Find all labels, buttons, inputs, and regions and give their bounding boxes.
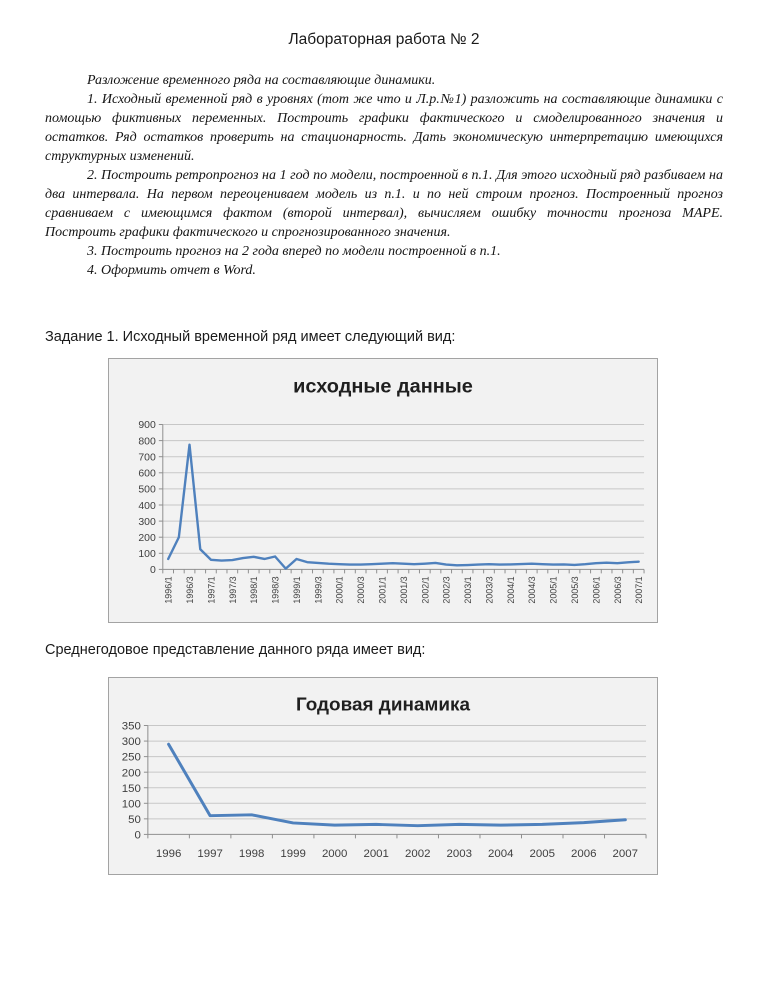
y-tick-label: 150 bbox=[121, 782, 141, 795]
x-tick-label: 1997/1 bbox=[206, 576, 217, 604]
x-tick-label: 2002/3 bbox=[441, 576, 452, 604]
x-tick-label: 1996/3 bbox=[185, 576, 196, 604]
x-tick-label: 2005 bbox=[529, 848, 555, 861]
chart-title: Годовая динамика bbox=[295, 693, 471, 715]
x-tick-label: 2003/1 bbox=[463, 576, 474, 604]
y-tick-label: 350 bbox=[121, 720, 141, 733]
y-tick-label: 300 bbox=[121, 736, 141, 749]
initial-data-chart bbox=[109, 359, 657, 622]
x-tick-label: 1998/1 bbox=[249, 576, 260, 604]
description-item-1: 1. Исходный временной ряд в уровнях (тот же что и Л.р.№1) разложить на составляющие динамики с помощью фиктивных переменных. Построить графики фактического и смоделированного значения и остатков. Ряд остатков проверить на стационарность. Дать экономическую интерпретацию имеющихся структурных изменений. bbox=[45, 92, 723, 164]
x-tick-label: 2000/3 bbox=[356, 576, 367, 604]
description-intro: Разложение временного ряда на составляющие динамики. bbox=[87, 73, 436, 88]
chart-title: исходные данные bbox=[293, 375, 473, 398]
y-tick-label: 100 bbox=[121, 798, 141, 811]
x-tick-label: 2003 bbox=[446, 848, 472, 861]
x-tick-label: 2007 bbox=[612, 848, 639, 861]
x-tick-label: 2004/1 bbox=[505, 576, 516, 604]
x-tick-label: 2006 bbox=[571, 848, 597, 861]
y-tick-label: 0 bbox=[150, 565, 156, 577]
y-tick-label: 50 bbox=[128, 813, 141, 826]
y-tick-label: 100 bbox=[138, 549, 156, 561]
x-tick-label: 1999/3 bbox=[313, 576, 324, 604]
annual-caption: Среднегодовое представление данного ряда имеет вид: bbox=[45, 642, 426, 658]
x-tick-label: 2006/3 bbox=[612, 576, 623, 604]
y-tick-label: 200 bbox=[121, 767, 141, 780]
x-tick-label: 1998/3 bbox=[270, 576, 281, 604]
x-tick-label: 2005/1 bbox=[548, 576, 559, 604]
x-tick-label: 2000 bbox=[321, 848, 348, 861]
description-item-2: 2. Построить ретропрогноз на 1 год по модели, построенной в п.1. Для этого исходный ряд разбиваем на два интервала. На первом переоцениваем модель из п.1. и по ней строим прогноз. Построенный прогноз сравниваем с имеющимся фактом (второй интервал), вычисляем ошибку точности прогноза MAPE. Построить графики фактического и спрогнозированного значения. bbox=[45, 168, 723, 240]
x-tick-label: 1998 bbox=[238, 848, 265, 861]
x-tick-label: 2004/3 bbox=[527, 576, 538, 604]
y-tick-label: 600 bbox=[138, 468, 156, 480]
x-tick-label: 2001/3 bbox=[398, 576, 409, 604]
x-tick-label: 1997 bbox=[197, 848, 223, 861]
x-tick-label: 1997/3 bbox=[227, 576, 238, 604]
task1-caption: Задание 1. Исходный временной ряд имеет следующий вид: bbox=[45, 329, 456, 345]
description-item-3: 3. Построить прогноз на 2 года вперед по модели построенной в п.1. bbox=[87, 244, 501, 259]
x-tick-label: 2006/1 bbox=[591, 576, 602, 604]
y-tick-label: 300 bbox=[138, 516, 156, 528]
x-tick-label: 1999 bbox=[280, 848, 306, 861]
chart-annual-dynamics bbox=[108, 677, 658, 875]
y-tick-label: 900 bbox=[138, 420, 156, 432]
x-tick-label: 1996 bbox=[155, 848, 182, 861]
x-tick-label: 1999/1 bbox=[291, 576, 302, 604]
series-line bbox=[168, 445, 638, 569]
x-tick-label: 1996/1 bbox=[163, 576, 174, 604]
chart-initial-data bbox=[108, 358, 658, 623]
x-tick-label: 2001 bbox=[363, 848, 389, 861]
task-description bbox=[45, 71, 723, 280]
x-tick-label: 2005/3 bbox=[570, 576, 581, 604]
description-item-4: 4. Оформить отчет в Word. bbox=[87, 263, 256, 278]
y-tick-label: 800 bbox=[138, 436, 156, 448]
x-tick-label: 2002 bbox=[404, 848, 431, 861]
annual-dynamics-chart bbox=[109, 678, 657, 874]
y-tick-label: 250 bbox=[121, 751, 141, 764]
y-tick-label: 500 bbox=[138, 484, 156, 496]
x-tick-label: 2004 bbox=[488, 848, 514, 861]
y-tick-label: 700 bbox=[138, 452, 156, 464]
y-tick-label: 400 bbox=[138, 500, 156, 512]
y-tick-label: 0 bbox=[134, 829, 141, 842]
x-tick-label: 2000/1 bbox=[334, 576, 345, 604]
page-title: Лабораторная работа № 2 bbox=[288, 31, 480, 48]
x-tick-label: 2007/1 bbox=[634, 576, 645, 604]
x-tick-label: 2003/3 bbox=[484, 576, 495, 604]
x-tick-label: 2001/1 bbox=[377, 576, 388, 604]
x-tick-label: 2002/1 bbox=[420, 576, 431, 604]
y-tick-label: 200 bbox=[138, 532, 156, 544]
